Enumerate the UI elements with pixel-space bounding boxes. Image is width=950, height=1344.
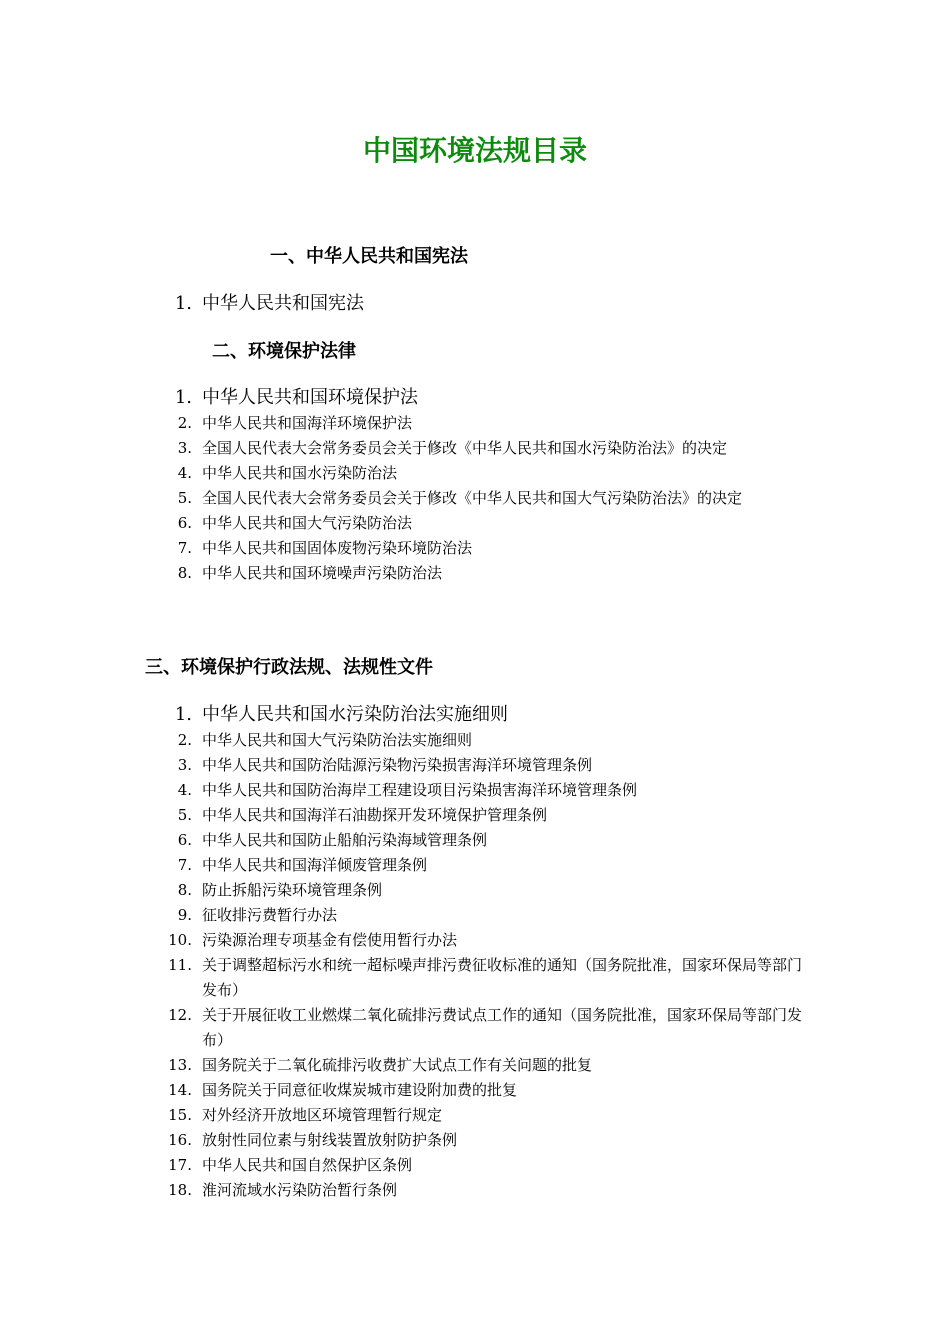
- item-text: 全国人民代表大会常务委员会关于修改《中华人民共和国水污染防治法》的决定: [202, 439, 728, 457]
- item-number: 5.: [177, 489, 192, 507]
- document-title: 中国环境法规目录: [362, 134, 587, 167]
- list-item: [0, 753, 950, 778]
- list-item: [0, 486, 950, 511]
- item-number: 3.: [177, 756, 192, 774]
- list-item: [0, 803, 950, 828]
- item-number: 1.: [174, 704, 192, 725]
- item-text: 中华人民共和国固体废物污染环境防治法: [202, 539, 473, 557]
- list-item: [0, 1053, 950, 1078]
- item-number: 10.: [168, 931, 192, 949]
- item-number: 17.: [168, 1156, 192, 1174]
- item-text: 中华人民共和国防治海岸工程建设项目污染损害海洋环境管理条例: [202, 781, 638, 799]
- list-item: [0, 291, 950, 317]
- item-number: 6.: [177, 514, 192, 532]
- list-item: [0, 1103, 950, 1128]
- item-text: 中华人民共和国环境噪声污染防治法: [202, 564, 443, 582]
- item-number: 4.: [177, 781, 192, 799]
- list-item: [0, 536, 950, 561]
- item-text: 征收排污费暂行办法: [202, 906, 338, 924]
- item-number: 12.: [168, 1006, 192, 1024]
- item-text: 全国人民代表大会常务委员会关于修改《中华人民共和国大气污染防治法》的决定: [202, 489, 743, 507]
- list-item: [0, 853, 950, 878]
- list-item: [0, 511, 950, 536]
- item-text: 污染源治理专项基金有偿使用暂行办法: [202, 931, 458, 949]
- section-heading-laws: 二、环境保护法律: [212, 341, 356, 362]
- list-item: [0, 1178, 950, 1203]
- item-text: 淮河流域水污染防治暂行条例: [202, 1181, 398, 1199]
- item-number: 4.: [177, 464, 192, 482]
- item-number: 11.: [168, 956, 192, 974]
- item-text: 关于开展征收工业燃煤二氧化硫排污费试点工作的通知（国务院批准，国家环保局等部门发布）: [202, 1006, 803, 1049]
- list-item: [0, 702, 950, 728]
- item-text: 中华人民共和国防治陆源污染物污染损害海洋环境管理条例: [202, 756, 593, 774]
- list-item: [0, 411, 950, 436]
- list-item: [0, 778, 950, 803]
- list-item: [0, 828, 950, 853]
- item-number: 18.: [168, 1181, 192, 1199]
- item-text: 中华人民共和国大气污染防治法: [202, 514, 413, 532]
- item-number: 2.: [177, 731, 192, 749]
- list-item: [0, 1078, 950, 1103]
- item-number: 14.: [168, 1081, 192, 1099]
- item-text: 中华人民共和国海洋倾废管理条例: [202, 856, 428, 874]
- item-text: 对外经济开放地区环境管理暂行规定: [202, 1106, 443, 1124]
- item-text: 中华人民共和国宪法: [202, 293, 364, 314]
- list-item: [0, 953, 950, 1003]
- item-number: 3.: [177, 439, 192, 457]
- item-text: 中华人民共和国环境保护法: [202, 387, 418, 408]
- item-text: 中华人民共和国水污染防治法实施细则: [202, 704, 508, 725]
- item-number: 8.: [177, 881, 192, 899]
- item-number: 16.: [168, 1131, 192, 1149]
- item-number: 8.: [177, 564, 192, 582]
- list-item: [0, 461, 950, 486]
- list-item: [0, 436, 950, 461]
- list-item: [0, 1003, 950, 1053]
- list-item: [0, 1128, 950, 1153]
- item-number: 6.: [177, 831, 192, 849]
- item-text: 中华人民共和国自然保护区条例: [202, 1156, 413, 1174]
- list-item: [0, 903, 950, 928]
- item-number: 5.: [177, 806, 192, 824]
- section-heading-constitution: 一、中华人民共和国宪法: [270, 246, 468, 267]
- section-list-laws: [0, 385, 950, 586]
- item-text: 国务院关于同意征收煤炭城市建设附加费的批复: [202, 1081, 518, 1099]
- item-number: 7.: [177, 539, 192, 557]
- item-number: 7.: [177, 856, 192, 874]
- section-list-regulations: [0, 702, 950, 1203]
- item-number: 1.: [174, 293, 192, 314]
- item-text: 放射性同位素与射线装置放射防护条例: [202, 1131, 458, 1149]
- item-text: 中华人民共和国海洋石油勘探开发环境保护管理条例: [202, 806, 548, 824]
- list-item: [0, 385, 950, 411]
- list-item: [0, 928, 950, 953]
- item-number: 13.: [168, 1056, 192, 1074]
- section-heading-regulations: 三、环境保护行政法规、法规性文件: [145, 657, 433, 678]
- item-text: 国务院关于二氧化硫排污收费扩大试点工作有关问题的批复: [202, 1056, 593, 1074]
- item-text: 中华人民共和国海洋环境保护法: [202, 414, 413, 432]
- item-text: 防止拆船污染环境管理条例: [202, 881, 383, 899]
- item-text: 中华人民共和国防止船舶污染海域管理条例: [202, 831, 488, 849]
- item-number: 1.: [174, 387, 192, 408]
- item-number: 15.: [168, 1106, 192, 1124]
- section-list-constitution: [0, 291, 950, 317]
- list-item: [0, 878, 950, 903]
- list-item: [0, 1153, 950, 1178]
- item-number: 9.: [177, 906, 192, 924]
- list-item: [0, 561, 950, 586]
- item-text: 关于调整超标污水和统一超标噪声排污费征收标准的通知（国务院批准，国家环保局等部门发布）: [202, 956, 803, 999]
- item-text: 中华人民共和国大气污染防治法实施细则: [202, 731, 473, 749]
- item-number: 2.: [177, 414, 192, 432]
- list-item: [0, 728, 950, 753]
- item-text: 中华人民共和国水污染防治法: [202, 464, 398, 482]
